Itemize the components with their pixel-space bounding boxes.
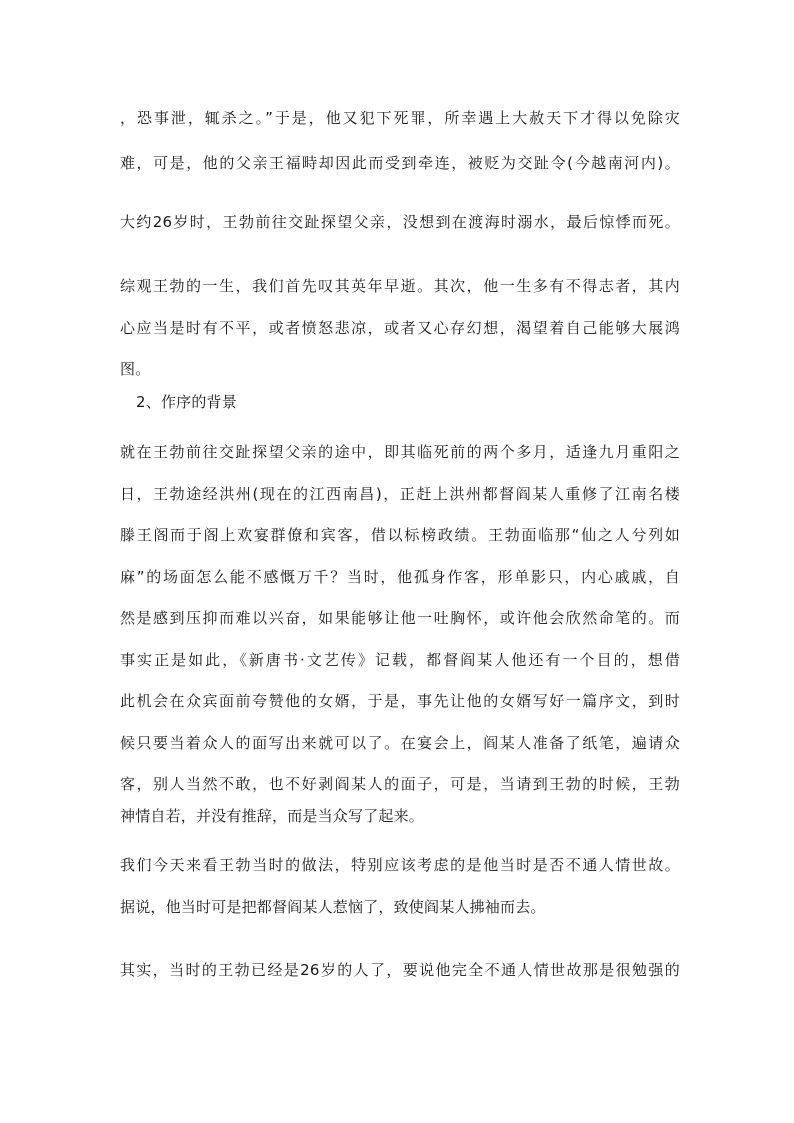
text-line: 图。: [120, 360, 151, 378]
text-line: 事实正是如此，《新唐书·文艺传》记载，都督阎某人他还有一个目的，想借: [120, 651, 680, 669]
text-line: 就在王勃前往交趾探望父亲的途中，即其临死前的两个多月，适逢九月重阳之: [120, 443, 680, 461]
text-line: 滕王阁而于阁上欢宴群僚和宾客，借以标榜政绩。王勃面临那“仙之人兮列如: [120, 526, 680, 544]
text-line: 其实，当时的王勃已经是26岁的人了，要说他完全不通人情世故那是很勉强的: [120, 961, 680, 979]
text-line: 心应当是时有不平，或者愤怒悲凉，或者又心存幻想，渴望着自己能够大展鸿: [120, 319, 680, 337]
text-line: 我们今天来看王勃当时的做法，特别应该考虑的是他当时是否不通人情世故。: [120, 856, 680, 874]
text-line: 综观王勃的一生，我们首先叹其英年早逝。其次，他一生多有不得志者，其内: [120, 277, 680, 295]
text-line: ，恐事泄，辄杀之。”于是，他又犯下死罪，所幸遇上大赦天下才得以免除灾: [120, 109, 680, 127]
text-line: 日，王勃途经洪州(现在的江西南昌)，正赶上洪州都督阎某人重修了江南名楼: [120, 485, 680, 503]
text-line: 大约26岁时，王勃前往交趾探望父亲，没想到在渡海时溺水，最后惊悸而死。: [120, 213, 680, 231]
text-line: 此机会在众宾面前夸赞他的女婿，于是，事先让他的女婿写好一篇序文，到时: [120, 692, 680, 710]
text-line: 麻”的场面怎么能不感慨万千？当时，他孤身作客，形单影只，内心戚戚，自: [120, 568, 680, 586]
text-line: 然是感到压抑而难以兴奋，如果能够让他一吐胸怀，或许他会欣然命笔的。而: [120, 609, 680, 627]
text-line: 神情自若，并没有推辞，而是当众写了起来。: [120, 807, 425, 825]
text-line: 客，别人当然不敢，也不好剥阎某人的面子，可是，当请到王勃的时候，王勃: [120, 775, 680, 793]
section-heading: 2、作序的背景: [136, 393, 237, 411]
text-line: 据说，他当时可是把都督阎某人惹恼了，致使阎某人拂袖而去。: [120, 898, 546, 916]
text-line: 难，可是，他的父亲王福畤却因此而受到牵连，被贬为交趾令(今越南河内)。: [120, 154, 680, 172]
text-line: 候只要当着众人的面写出来就可以了。在宴会上，阎某人准备了纸笔，遍请众: [120, 734, 680, 752]
